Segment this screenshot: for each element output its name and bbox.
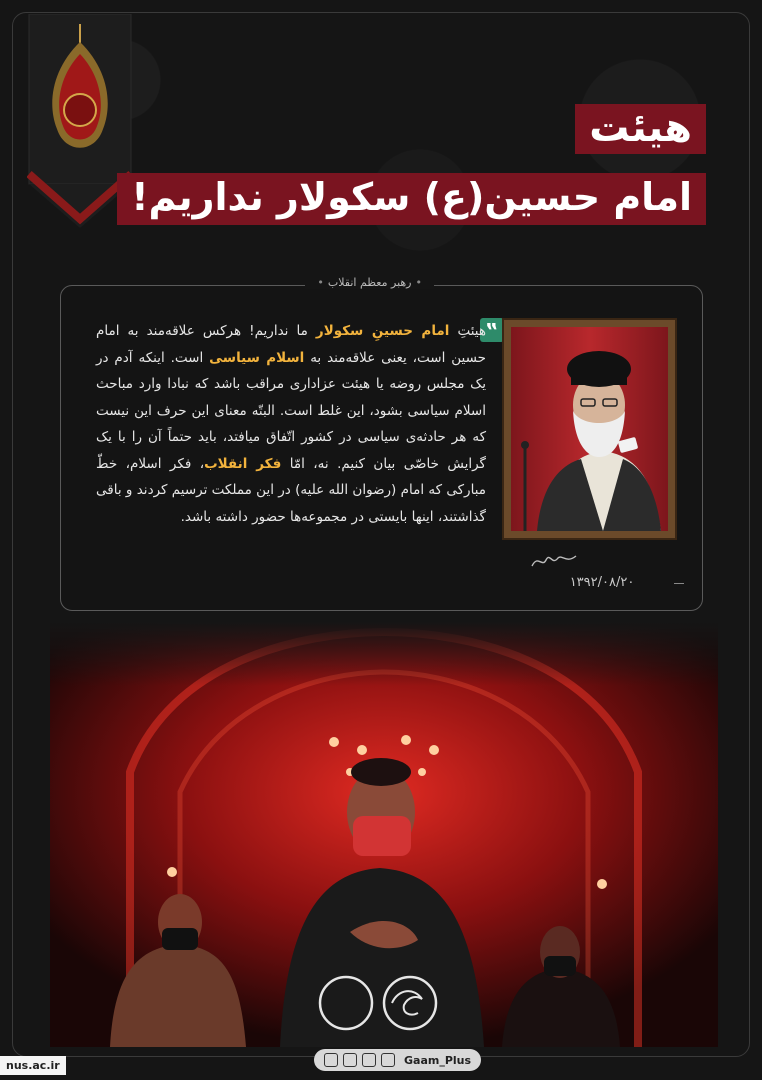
portrait-frame [502,318,677,540]
telegram-icon[interactable] [381,1053,395,1067]
quote-date: ۱۳۹۲/۰۸/۲۰ [522,575,682,590]
portrait-image [511,327,668,531]
quote-mark-icon: ‟ [480,318,504,342]
title-line-1: هیئت [575,104,706,154]
quote-highlight: فکر انقلاب [204,455,282,472]
signature-icon [530,548,578,572]
quote-text [96,318,486,530]
social-bar [314,1049,481,1071]
quote-highlight: امام حسینِ سکولار [315,323,450,339]
quote-segment: ما نداریم! هرکس علاقه‌مند به امام حسین است، یعنی علاقه‌مند به [96,323,486,366]
quote-source-label: • رهبر معظم انقلاب • [305,276,434,289]
logo-icon [318,975,438,1031]
source-tag: nus.ac.ir [0,1056,66,1075]
twitter-icon[interactable] [343,1053,357,1067]
title-line-2: امام حسین(ع) سکولار نداریم! [117,173,706,225]
portrait-figure-icon [511,327,668,531]
quote-segment: است. اینکه آدم در یک مجلس روضه یا هیئت عزاداری مراقب باشد که نبادا وارد مباحث اسلام سیاسی بشود، این غلط است. البتّه معنای این حرف این نیست که هر حادثه‌ی سیاسی در کشور اتّفاق میافتد، باید حتماً آن را با یک گرایش خاصّی بیان کنیم. نه، امّا [96,349,486,472]
quote-highlight: اسلام سیاسی [209,349,305,366]
quote-segment: ، فکر اسلام، خطّ مبارکی که امام (رضوان الله علیه) در این مملکت ترسیم کردند و باقی گذاشتند، اینها بایستی در مجموعه‌ها حضور داشته باشد. [96,455,486,525]
instagram-icon[interactable] [362,1053,376,1067]
share-icon[interactable] [324,1053,338,1067]
social-handle[interactable]: Gaam_Plus [404,1053,472,1067]
quote-segment: هیئتِ [449,323,486,339]
